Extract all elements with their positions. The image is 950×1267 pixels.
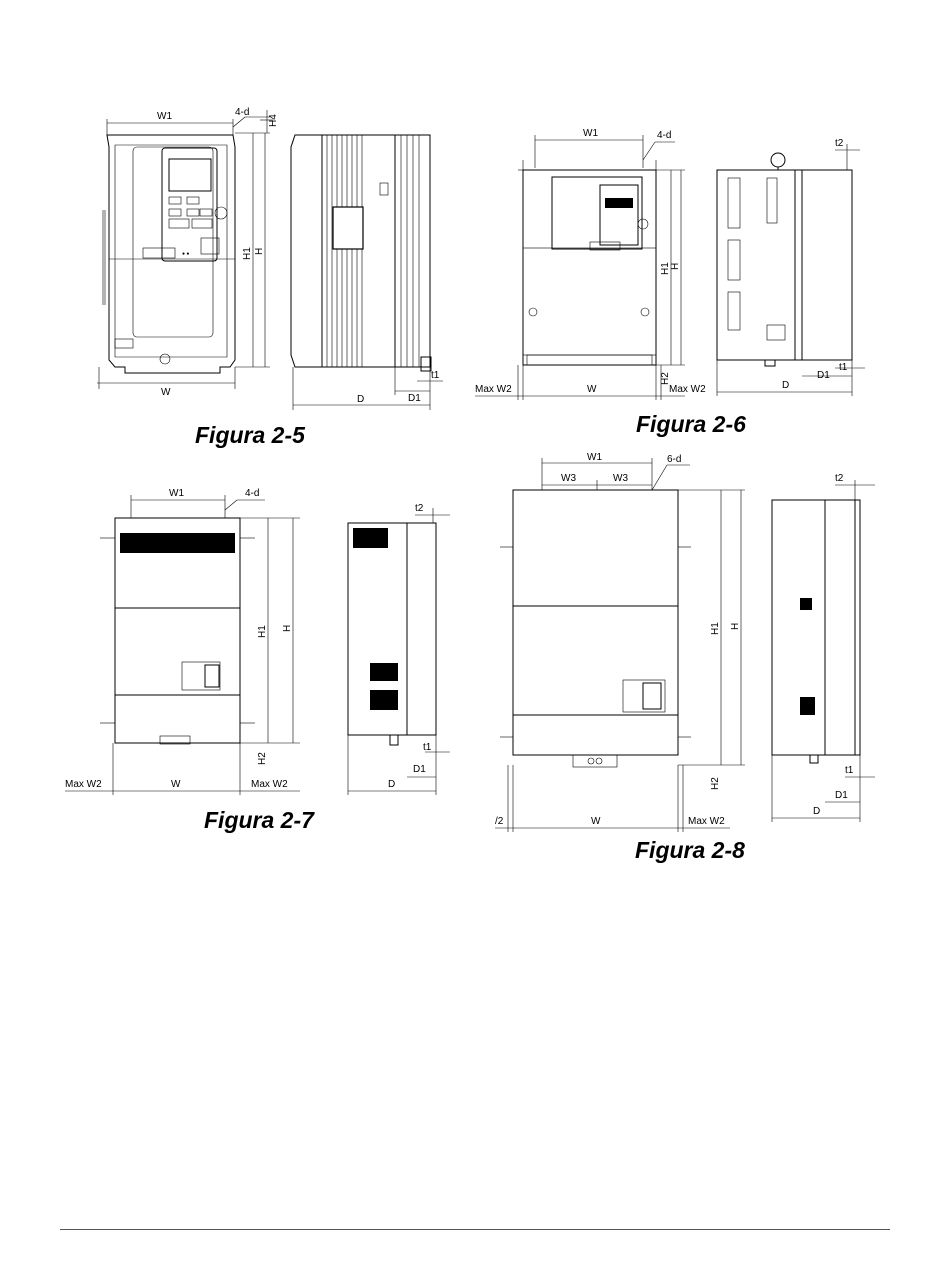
side-view: [717, 153, 852, 366]
side-view: [772, 500, 860, 763]
dim-holes-label: 6-d: [667, 454, 682, 465]
front-view: [518, 160, 656, 365]
dim-h1-label: H1: [660, 262, 671, 275]
dimension-labels: [157, 107, 440, 405]
dim-d1-label: D1: [817, 370, 830, 381]
dim-holes-label: 4-d: [245, 488, 260, 499]
dim-maxw2-right-label: Max W2: [688, 816, 725, 827]
dim-h-label: H: [670, 262, 681, 270]
dim-maxw2-left-label: Max W2: [475, 384, 512, 395]
dim-w-label: W: [171, 779, 181, 790]
dim-maxw2-right-label: Max W2: [251, 779, 288, 790]
dim-w1-label: W1: [157, 111, 172, 122]
dim-t1-label: t1: [845, 765, 854, 776]
dim-d-label: D: [813, 806, 821, 817]
dim-d-label: D: [782, 380, 790, 391]
dim-maxw2-left-label: Max W2: [65, 779, 102, 790]
front-view: [500, 490, 691, 767]
figure-2-6-drawing: [475, 120, 865, 410]
dimensions: [97, 110, 443, 410]
figure-2-8-drawing: [495, 450, 880, 835]
dim-w3a-label: W3: [561, 473, 576, 484]
footer-rule: [60, 1229, 890, 1230]
dim-d1-label: D1: [835, 790, 848, 801]
front-view: [103, 135, 235, 373]
dim-d1-label: D1: [413, 764, 426, 775]
front-view: [100, 518, 255, 744]
dim-h-label: H: [730, 622, 741, 630]
dim-t2-label: t2: [835, 473, 844, 484]
dim-maxw2-right-label: Max W2: [669, 384, 706, 395]
dim-w1-label: W1: [583, 128, 598, 139]
dimension-labels: [495, 452, 854, 827]
dim-h2-label: H2: [257, 752, 268, 765]
dim-t1-label: t1: [839, 362, 848, 373]
dim-w-label: W: [161, 387, 171, 398]
side-view: [291, 135, 431, 371]
dim-h-label: H: [254, 247, 265, 255]
dim-h-label: H: [282, 624, 293, 632]
dim-t2-label: t2: [415, 503, 424, 514]
dimensions: [495, 458, 875, 832]
dim-maxw2-left-label: /2: [495, 816, 504, 827]
side-view: [348, 523, 436, 745]
dim-d-label: D: [357, 394, 365, 405]
dim-w3b-label: W3: [613, 473, 628, 484]
svg-text:● ●: ● ●: [182, 251, 190, 257]
figure-2-7-drawing: [65, 480, 455, 800]
dim-holes-label: 4-d: [657, 130, 672, 141]
dim-t2-label: t2: [835, 138, 844, 149]
dim-w-label: W: [587, 384, 597, 395]
dim-t1-label: t1: [431, 370, 440, 381]
dim-w-label: W: [591, 816, 601, 827]
caption-figura-2-5: Figura 2-5: [195, 422, 305, 448]
dim-w1-label: W1: [169, 488, 184, 499]
dim-w1-label: W1: [587, 452, 602, 463]
dim-holes-label: 4-d: [235, 107, 250, 118]
dim-d-label: D: [388, 779, 396, 790]
figure-2-5-drawing: [95, 105, 445, 415]
dim-h1-label: H1: [242, 247, 253, 260]
dim-h2-label: H2: [710, 777, 721, 790]
dim-h4-label: H4: [268, 114, 279, 127]
dim-h2-label: H2: [660, 372, 671, 385]
dim-d1-label: D1: [408, 393, 421, 404]
dim-h1-label: H1: [257, 625, 268, 638]
dim-t1-label: t1: [423, 742, 432, 753]
caption-figura-2-8: Figura 2-8: [635, 837, 745, 863]
caption-figura-2-7: Figura 2-7: [204, 807, 314, 833]
dim-h1-label: H1: [710, 622, 721, 635]
caption-figura-2-6: Figura 2-6: [636, 411, 746, 437]
